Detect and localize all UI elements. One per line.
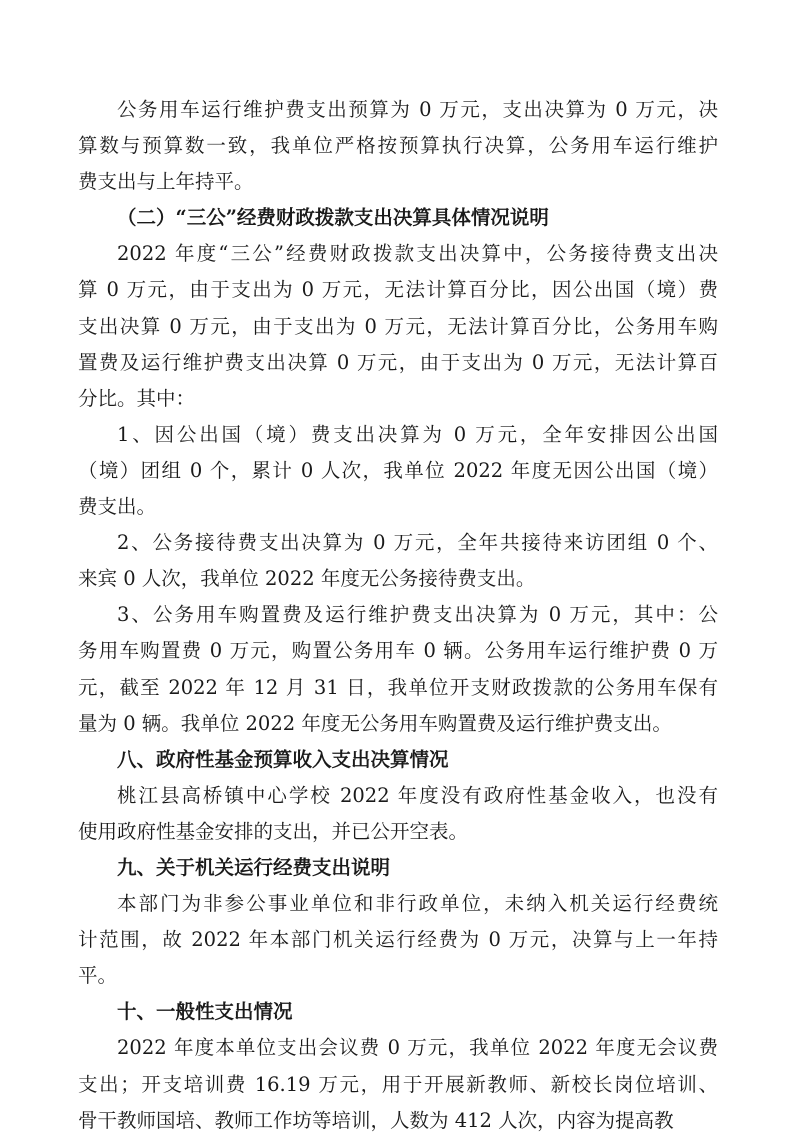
- paragraph: [78, 778, 718, 850]
- text-line: 支出决算 0 万元，由于支出为 0 万元，无法计算百分比，公务用车购: [78, 314, 718, 338]
- text-line: 2022 年度本单位支出会议费 0 万元，我单位 2022 年度无会议费: [117, 1036, 718, 1060]
- text-line: 务用车购置费 0 万元，购置公务用车 0 辆。公务用车运行维护费 0 万: [78, 639, 718, 663]
- text-line: 费支出与上年持平。: [78, 170, 254, 194]
- paragraph: [78, 597, 718, 741]
- text-line: 本部门为非参公事业单位和非行政单位，未纳入机关运行经费统: [117, 892, 718, 916]
- section-heading: [78, 850, 718, 886]
- heading-text: 八、政府性基金预算收入支出决算情况: [117, 747, 449, 771]
- heading-text: 九、关于机关运行经费支出说明: [117, 855, 391, 879]
- document-body: [78, 92, 718, 1139]
- paragraph: [78, 525, 718, 597]
- text-line: 2、公务接待费支出决算为 0 万元，全年共接待来访团组 0 个、: [117, 531, 718, 555]
- paragraph: [78, 236, 718, 416]
- text-line: 平。: [78, 964, 118, 988]
- paragraph: [78, 92, 718, 200]
- text-line: 支出；开支培训费 16.19 万元，用于开展新教师、新校长岗位培训、: [78, 1072, 718, 1096]
- text-line: 量为 0 辆。我单位 2022 年度无公务用车购置费及运行维护费支出。: [78, 711, 672, 735]
- section-heading: [78, 994, 718, 1030]
- paragraph: [78, 1030, 718, 1138]
- text-line: 分比。其中：: [78, 386, 196, 410]
- section-heading: [78, 200, 718, 236]
- heading-text: 十、一般性支出情况: [117, 1000, 293, 1024]
- paragraph: [78, 417, 718, 525]
- text-line: 1、因公出国（境）费支出决算为 0 万元，全年安排因公出国: [117, 422, 718, 446]
- paragraph: [78, 886, 718, 994]
- text-line: 骨干教师国培、教师工作坊等培训，人数为 412 人次，内容为提高教: [78, 1108, 674, 1132]
- text-line: 来宾 0 人次，我单位 2022 年度无公务接待费支出。: [78, 567, 536, 591]
- heading-text: （二）“三公”经费财政拨款支出决算具体情况说明: [117, 206, 549, 230]
- text-line: 元，截至 2022 年 12 月 31 日，我单位开支财政拨款的公务用车保有: [78, 675, 718, 699]
- text-line: 算数与预算数一致，我单位严格按预算执行决算，公务用车运行维护: [78, 134, 718, 158]
- text-line: 置费及运行维护费支出决算 0 万元，由于支出为 0 万元，无法计算百: [78, 350, 718, 374]
- text-line: 公务用车运行维护费支出预算为 0 万元，支出决算为 0 万元，决: [117, 98, 718, 121]
- text-line: 费支出。: [78, 495, 157, 519]
- text-line: 2022 年度“三公”经费财政拨款支出决算中，公务接待费支出决: [117, 242, 718, 266]
- text-line: 算 0 万元，由于支出为 0 万元，无法计算百分比，因公出国（境）费: [78, 278, 718, 302]
- text-line: （境）团组 0 个，累计 0 人次，我单位 2022 年度无因公出国（境）: [78, 458, 718, 482]
- section-heading: [78, 742, 718, 778]
- text-line: 3、公务用车购置费及运行维护费支出决算为 0 万元，其中：公: [117, 603, 718, 627]
- text-line: 使用政府性基金安排的支出，并已公开空表。: [78, 819, 469, 843]
- text-line: 桃江县高桥镇中心学校 2022 年度没有政府性基金收入，也没有: [117, 783, 718, 807]
- text-line: 计范围，故 2022 年本部门机关运行经费为 0 万元，决算与上一年持: [78, 928, 718, 952]
